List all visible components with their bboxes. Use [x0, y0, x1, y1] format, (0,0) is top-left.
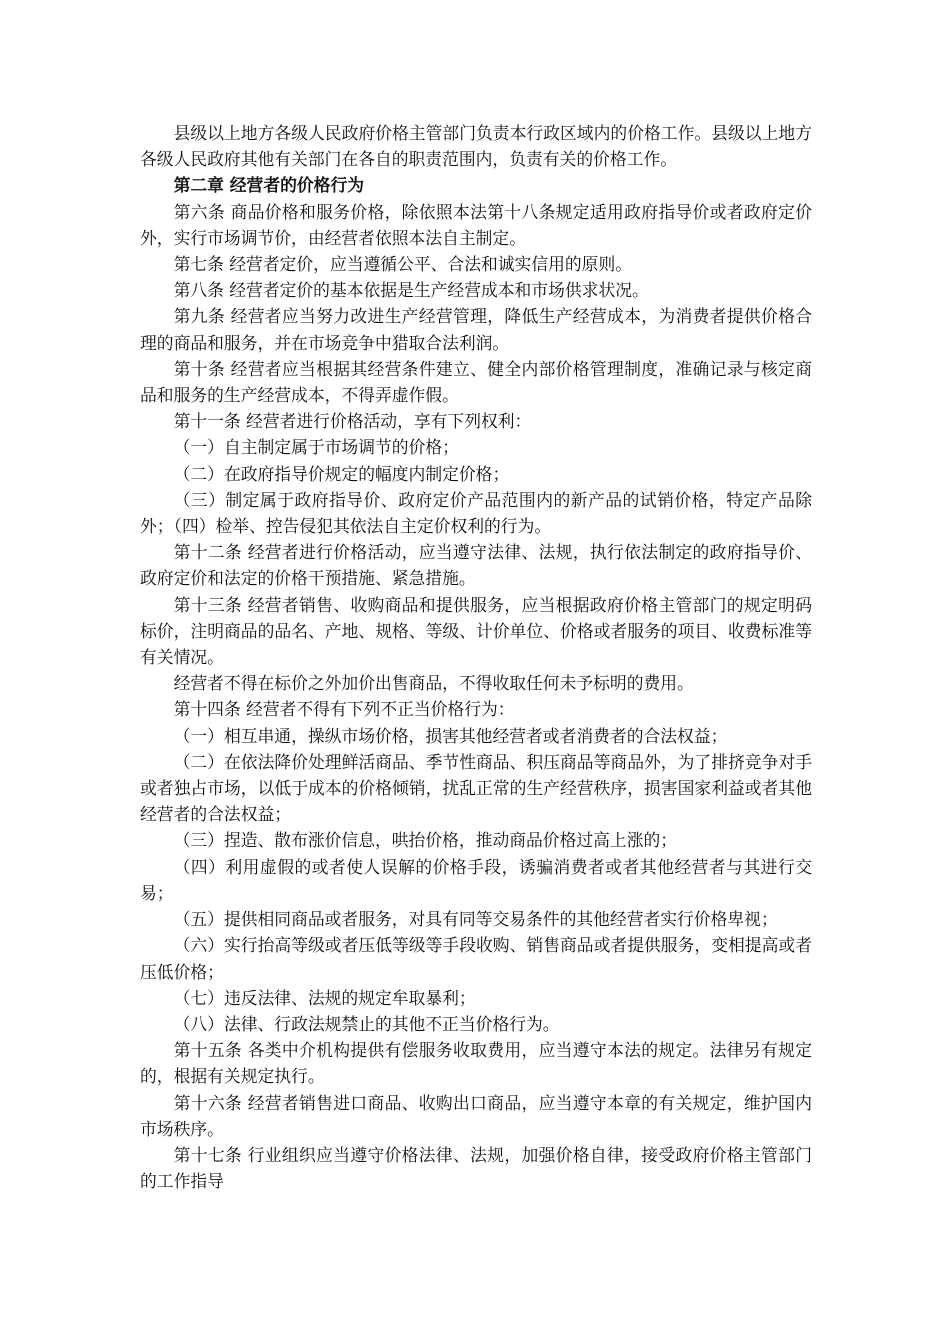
article-14-item-4: （四）利用虚假的或者使人误解的价格手段，诱骗消费者或者其他经营者与其进行交易； — [140, 856, 812, 903]
article-10: 第十条 经营者应当根据其经营条件建立、健全内部价格管理制度，准确记录与核定商品和服务的生产经营成本，不得弄虚作假。 — [140, 358, 812, 406]
article-13-continued: 经营者不得在标价之外加价出售商品，不得收取任何未予标明的费用。 — [173, 673, 694, 694]
article-8: 第八条 经营者定价的基本依据是生产经营成本和市场供求状况。 — [173, 280, 649, 301]
article-11-item-3-4: （三）制定属于政府指导价、政府定价产品范围内的新产品的试销价格，特定产品除外；（四）检举、控告侵犯其依法自主定价权利的行为。 — [140, 489, 812, 537]
article-13: 第十三条 经营者销售、收购商品和提供服务，应当根据政府价格主管部门的规定明码标价，注明商品的品名、产地、规格、等级、计价单位、价格或者服务的项目、收费标准等有关情况。 — [140, 594, 812, 668]
document-body — [140, 120, 812, 1194]
article-14: 第十四条 经营者不得有下列不正当价格行为： — [173, 699, 515, 720]
article-11: 第十一条 经营者进行价格活动，享有下列权利： — [173, 411, 532, 432]
article-11-item-2: （二）在政府指导价规定的幅度内制定价格； — [173, 463, 510, 484]
article-14-item-7: （七）违反法律、法规的规定牟取暴利； — [173, 987, 476, 1008]
article-14-item-5: （五）提供相同商品或者服务，对具有同等交易条件的其他经营者实行价格卑视； — [173, 909, 778, 930]
article-14-item-2: （二）在依法降价处理鲜活商品、季节性商品、积压商品等商品外，为了排挤竞争对手或者独占市场，以低于成本的价格倾销，扰乱正常的生产经营秩序，损害国家利益或者其他经营者的合法权益； — [140, 751, 812, 825]
article-12: 第十二条 经营者进行价格活动，应当遵守法律、法规，执行依法制定的政府指导价、政府定价和法定的价格干预措施、紧急措施。 — [140, 542, 812, 589]
paragraph: 县级以上地方各级人民政府价格主管部门负责本行政区域内的价格工作。县级以上地方各级人民政府其他有关部门在各自的职责范围内，负责有关的价格工作。 — [140, 123, 812, 170]
article-9: 第九条 经营者应当努力改进生产经营管理，降低生产经营成本，为消费者提供价格合理的商品和服务，并在市场竞争中猎取合法利润。 — [140, 306, 812, 353]
article-11-item-1: （一）自主制定属于市场调节的价格； — [173, 437, 459, 458]
article-17: 第十七条 行业组织应当遵守价格法律、法规，加强价格自律，接受政府价格主管部门的工作指导 — [140, 1144, 812, 1192]
article-16: 第十六条 经营者销售进口商品、收购出口商品，应当遵守本章的有关规定，维护国内市场秩序。 — [140, 1092, 812, 1139]
article-14-item-3: （三）捏造、散布涨价信息，哄抬价格，推动商品价格过高上涨的； — [173, 830, 678, 851]
chapter-heading: 第二章 经营者的价格行为 — [173, 175, 365, 196]
article-7: 第七条 经营者定价，应当遵循公平、合法和诚实信用的原则。 — [173, 254, 633, 275]
article-14-item-8: （八）法律、行政法规禁止的其他不正当价格行为。 — [173, 1013, 560, 1034]
article-14-item-1: （一）相互串通，操纵市场价格，损害其他经营者或者消费者的合法权益； — [173, 725, 728, 746]
article-15: 第十五条 各类中介机构提供有偿服务收取费用，应当遵守本法的规定。法律另有规定的，根据有关规定执行。 — [140, 1040, 812, 1087]
article-14-item-6: （六）实行抬高等级或者压低等级等手段收购、销售商品或者提供服务，变相提高或者压低价格； — [140, 935, 812, 982]
article-6: 第六条 商品价格和服务价格，除依照本法第十八条规定适用政府指导价或者政府定价外，实行市场调节价，由经营者依照本法自主制定。 — [140, 201, 812, 248]
